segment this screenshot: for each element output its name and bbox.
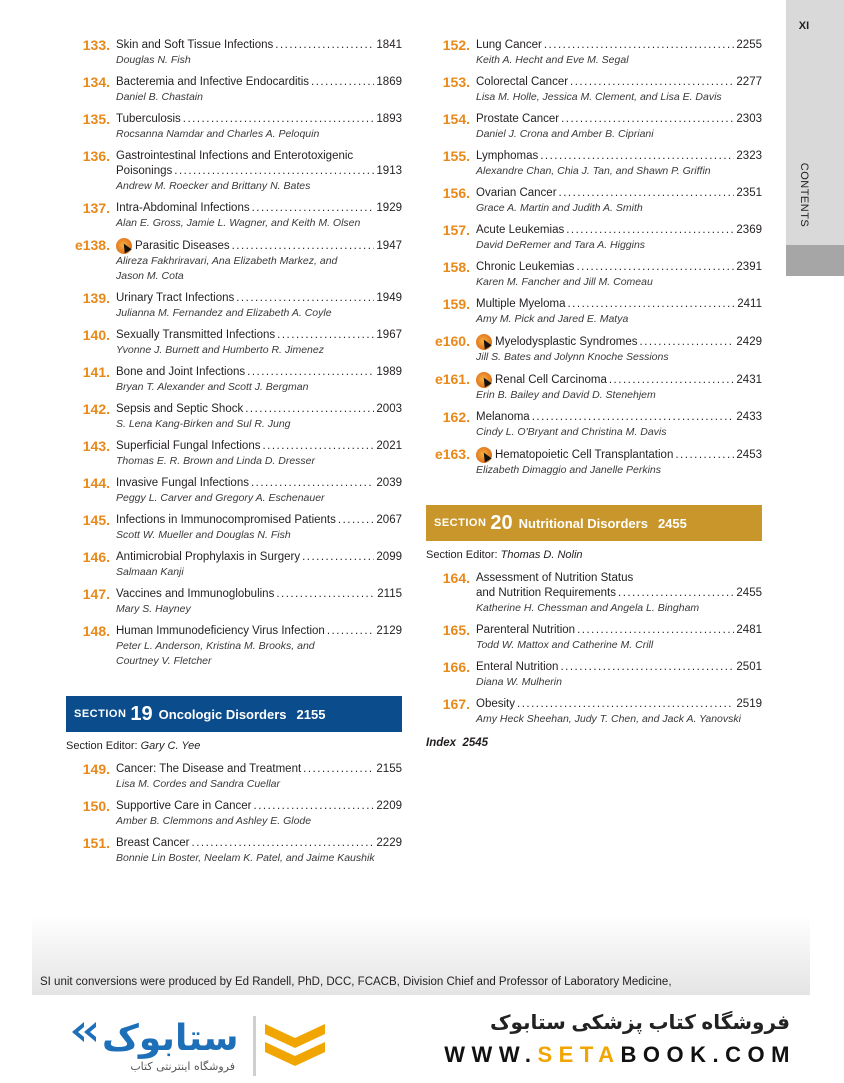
chapter-title: Melanoma (476, 411, 530, 423)
dot-leader (247, 365, 374, 380)
chapter-page: 1949 (376, 292, 402, 304)
chapter-page: 2021 (376, 440, 402, 452)
toc-entry[interactable] (426, 260, 762, 290)
chapter-page: 2455 (736, 587, 762, 599)
chapter-number: 155. (442, 148, 470, 164)
chapter-page: 2519 (736, 698, 762, 710)
section-page: 2155 (296, 706, 326, 722)
online-chapter-icon (476, 372, 492, 388)
dot-leader (252, 201, 375, 216)
setabook-logo (70, 1012, 240, 1074)
toc-entry[interactable] (66, 550, 402, 580)
chapter-page: 2391 (736, 261, 762, 273)
chapter-number: 133. (82, 37, 110, 53)
chapter-page: 2129 (376, 625, 402, 637)
dot-leader (338, 513, 375, 528)
dot-leader (275, 38, 374, 53)
chapter-page: 2411 (737, 298, 762, 310)
chapter-page: 2003 (376, 403, 402, 415)
chapter-number: 151. (82, 835, 110, 851)
toc-entry[interactable] (426, 447, 762, 478)
dot-leader (183, 112, 375, 127)
dot-leader (560, 660, 734, 675)
chapter-title: Parasitic Diseases (135, 240, 230, 252)
chapter-authors: Peggy L. Carver and Gregory A. Eschenauer (116, 492, 325, 504)
chapter-title: Cancer: The Disease and Treatment (116, 763, 302, 775)
dot-leader (540, 149, 734, 164)
chapter-page: 2067 (376, 514, 402, 526)
chapter-authors: Lisa M. Holle, Jessica M. Clement, and Lisa E. Davis (476, 91, 722, 103)
chapter-title: Sepsis and Septic Shock (116, 403, 244, 415)
toc-entry[interactable] (426, 623, 762, 653)
chapter-page: 2323 (736, 150, 762, 162)
chapter-authors: Alexandre Chan, Chia J. Tan, and Shawn P. Griffin (476, 165, 711, 177)
dot-leader (236, 291, 374, 306)
toc-entry[interactable] (66, 762, 402, 792)
chapter-number: 157. (442, 222, 470, 238)
chapter-title: and Nutrition Requirements (476, 587, 616, 599)
toc-entry[interactable] (426, 75, 762, 105)
toc-entry[interactable] (66, 476, 402, 506)
chapter-number: 135. (82, 111, 110, 127)
section-page: 2455 (657, 515, 687, 531)
online-chapter-icon (116, 238, 132, 254)
book-chevron-logo (253, 1016, 333, 1078)
dot-leader (609, 373, 735, 388)
svg-text:ستابوک: ستابوک (102, 1018, 239, 1059)
chapter-number: 165. (442, 622, 470, 638)
chapter-title: Bone and Joint Infections (116, 366, 246, 378)
chapter-number: 148. (82, 623, 110, 639)
chapter-title: Sexually Transmitted Infections (116, 329, 276, 341)
dot-leader (276, 587, 375, 602)
dot-leader (640, 335, 735, 350)
chapter-number: 140. (82, 327, 110, 343)
dot-leader (517, 697, 734, 712)
chapter-title: Parenteral Nutrition (476, 624, 576, 636)
svg-text:فروشگاه اینترنتی کتاب: فروشگاه اینترنتی کتاب (130, 1060, 235, 1073)
chapter-authors: Alireza Fakhriravari, Ana Elizabeth Markez, and (116, 255, 338, 267)
toc-entry[interactable] (426, 149, 762, 179)
toc-entry[interactable] (66, 439, 402, 469)
chapter-authors: Jill S. Bates and Jolynn Knoche Sessions (476, 351, 669, 363)
chapter-authors: Erin B. Bailey and David D. Stenehjem (476, 389, 656, 401)
chapter-page: 2209 (376, 800, 402, 812)
chapter-page: 2255 (736, 39, 762, 51)
chapter-authors: Mary S. Hayney (116, 603, 191, 615)
online-chapter-icon (476, 447, 492, 463)
chapter-authors: Rocsanna Namdar and Charles A. Peloquin (116, 128, 320, 140)
chapter-number: 146. (82, 549, 110, 565)
dot-leader (262, 439, 374, 454)
toc-entry[interactable] (426, 112, 762, 142)
dot-leader (532, 410, 735, 425)
chapter-title: Vaccines and Immunoglobulins (116, 588, 275, 600)
chapter-number: 158. (442, 259, 470, 275)
dot-leader (544, 38, 735, 53)
chapter-title: Hematopoietic Cell Transplantation (495, 449, 674, 461)
toc-entry[interactable] (426, 571, 762, 616)
toc-entry[interactable] (426, 372, 762, 403)
chapter-title: Lymphomas (476, 150, 539, 162)
chapter-title: Superficial Fungal Infections (116, 440, 261, 452)
chapter-page: 1947 (376, 240, 402, 252)
chapter-title: Intra-Abdominal Infections (116, 202, 250, 214)
toc-entry[interactable] (66, 587, 402, 617)
chapter-number: 137. (82, 200, 110, 216)
dot-leader (327, 624, 375, 639)
chapter-title: Ovarian Cancer (476, 187, 557, 199)
index-entry[interactable]: Index 2545 (426, 737, 489, 749)
chapter-authors: Cindy L. O'Bryant and Christina M. Davis (476, 426, 667, 438)
chapter-number: 141. (82, 364, 110, 380)
chapter-number: e160. (434, 333, 470, 349)
dot-leader (567, 297, 735, 312)
chapter-title-line: Assessment of Nutrition Status (476, 572, 634, 584)
chapter-page: 2501 (736, 661, 762, 673)
dot-leader (311, 75, 374, 90)
chapter-number: e163. (434, 446, 470, 462)
chapter-title: Acute Leukemias (476, 224, 565, 236)
chapter-page: 2229 (376, 837, 402, 849)
dot-leader (618, 586, 734, 601)
chapter-authors: Diana W. Mulherin (476, 676, 562, 688)
chapter-page: 1841 (376, 39, 402, 51)
chapter-page: 2115 (377, 588, 402, 600)
section-title: Oncologic Disorders (158, 706, 287, 722)
chapter-title: Chronic Leukemias (476, 261, 575, 273)
chapter-number: 144. (82, 475, 110, 491)
chapter-title: Skin and Soft Tissue Infections (116, 39, 274, 51)
section-word: SECTION (74, 708, 127, 720)
dot-leader (192, 836, 375, 851)
store-name: فروشگاه کتاب پزشکی ستابوک (489, 1012, 790, 1034)
toc-entry[interactable] (426, 186, 762, 216)
chapter-authors: Katherine H. Chessman and Angela L. Bingham (476, 602, 700, 614)
dot-leader (675, 448, 734, 463)
dot-leader (302, 550, 374, 565)
chapter-number: 145. (82, 512, 110, 528)
toc-entry[interactable] (66, 291, 402, 321)
chapter-number: e138. (74, 237, 110, 253)
toc-list-right (426, 38, 762, 478)
dot-leader (559, 186, 735, 201)
chapter-title: Supportive Care in Cancer (116, 800, 252, 812)
chapter-page: 1929 (376, 202, 402, 214)
si-conversion-note: SI unit conversions were produced by Ed Randell, PhD, DCC, FCACB, Division Chief and Professor of Laboratory Medicine, (40, 976, 672, 988)
chapter-title: Antimicrobial Prophylaxis in Surgery (116, 551, 301, 563)
chapter-authors: Bryan T. Alexander and Scott J. Bergman (116, 381, 309, 393)
toc-entry[interactable] (66, 112, 402, 142)
toc-entry[interactable] (66, 328, 402, 358)
dot-leader (254, 799, 375, 814)
chapter-title: Breast Cancer (116, 837, 190, 849)
chapter-authors: Thomas E. R. Brown and Linda D. Dresser (116, 455, 315, 467)
chapter-title: Myelodysplastic Syndromes (495, 336, 638, 348)
chapter-authors: Grace A. Martin and Judith A. Smith (476, 202, 643, 214)
chapter-number: 139. (82, 290, 110, 306)
dot-leader (232, 239, 375, 254)
chapter-authors: Amy M. Pick and Jared E. Matya (476, 313, 629, 325)
chapter-number: 166. (442, 659, 470, 675)
chapter-page: 2433 (736, 411, 762, 423)
chapter-page: 2155 (376, 763, 402, 775)
toc-entry[interactable] (66, 513, 402, 543)
chapter-title: Renal Cell Carcinoma (495, 374, 607, 386)
chapter-authors: Daniel B. Chastain (116, 91, 203, 103)
chapter-title: Urinary Tract Infections (116, 292, 235, 304)
chapter-page: 2303 (736, 113, 762, 125)
dot-leader (277, 328, 374, 343)
chapter-authors: Todd W. Mattox and Catherine M. Crill (476, 639, 654, 651)
toc-entry[interactable] (426, 660, 762, 690)
toc-entry[interactable] (66, 75, 402, 105)
chapter-number: 164. (442, 570, 470, 586)
chapter-page: 1893 (376, 113, 402, 125)
toc-entry[interactable] (66, 238, 402, 284)
chapter-title: Colorectal Cancer (476, 76, 569, 88)
chapter-authors: Scott W. Mueller and Douglas N. Fish (116, 529, 291, 541)
chapter-number: 136. (82, 148, 110, 164)
chapter-authors: Karen M. Fancher and Jill M. Comeau (476, 276, 653, 288)
dot-leader (570, 75, 734, 90)
toc-entry[interactable] (426, 334, 762, 365)
toc-list-left (66, 38, 402, 669)
section-20-editor: Section Editor: Thomas D. Nolin (426, 549, 583, 561)
chapter-title: Obesity (476, 698, 515, 710)
chapter-number: 162. (442, 409, 470, 425)
chapter-page: 2431 (736, 374, 762, 386)
chapter-number: 142. (82, 401, 110, 417)
section-title: Nutritional Disorders (518, 515, 648, 531)
toc-entry[interactable] (66, 201, 402, 231)
dot-leader (174, 164, 374, 179)
toc-entry[interactable] (426, 697, 762, 727)
chapter-page: 1869 (376, 76, 402, 88)
chapter-authors: S. Lena Kang-Birken and Sul R. Jung (116, 418, 291, 430)
toc-entry[interactable] (426, 297, 762, 327)
chapter-number: 147. (82, 586, 110, 602)
chapter-number: 149. (82, 761, 110, 777)
dot-leader (566, 223, 734, 238)
chapter-authors: David DeRemer and Tara A. Higgins (476, 239, 646, 251)
chapter-number: 143. (82, 438, 110, 454)
chapter-authors: Daniel J. Crona and Amber B. Cipriani (476, 128, 654, 140)
toc-entry[interactable] (66, 38, 402, 68)
chapter-title: Bacteremia and Infective Endocarditis (116, 76, 310, 88)
chapter-title: Tuberculosis (116, 113, 181, 125)
chapter-number: 159. (442, 296, 470, 312)
chapter-authors: Bonnie Lin Boster, Neelam K. Patel, and Jaime Kaushik (116, 852, 375, 864)
chapter-authors: Yvonne J. Burnett and Humberto R. Jimenez (116, 344, 324, 356)
chapter-authors: Alan E. Gross, Jamie L. Wagner, and Keith M. Olsen (116, 217, 361, 229)
chapter-number: 156. (442, 185, 470, 201)
toc-entry[interactable] (66, 836, 402, 866)
chapter-number: 152. (442, 37, 470, 53)
chapter-authors: Elizabeth Dimaggio and Janelle Perkins (476, 464, 662, 476)
chapter-number: e161. (434, 371, 470, 387)
chapter-page: 1967 (376, 329, 402, 341)
side-tab-marker (786, 245, 844, 276)
store-url-link[interactable]: WWW.SETABOOK.COM (444, 1042, 796, 1067)
toc-entry[interactable] (426, 410, 762, 440)
chapter-title: Poisonings (116, 165, 173, 177)
page-number: XI (798, 20, 810, 32)
chapter-number: 150. (82, 798, 110, 814)
chapter-page: 2099 (376, 551, 402, 563)
section-19-header (66, 696, 402, 732)
chapter-number: 134. (82, 74, 110, 90)
toc-entry[interactable] (66, 799, 402, 829)
chapter-page: 2039 (376, 477, 402, 489)
toc-entry[interactable] (66, 402, 402, 432)
dot-leader (251, 476, 374, 491)
chapter-page: 2351 (736, 187, 762, 199)
chapter-authors: Douglas N. Fish (116, 54, 191, 66)
chapter-authors: Peter L. Anderson, Kristina M. Brooks, and (116, 640, 315, 652)
contents-tab-label: CONTENTS (798, 162, 810, 228)
chapter-number: 154. (442, 111, 470, 127)
section-19-editor: Section Editor: Gary C. Yee (66, 740, 201, 752)
chapter-title: Enteral Nutrition (476, 661, 559, 673)
toc-entry[interactable] (426, 38, 762, 68)
toc-entry[interactable] (66, 365, 402, 395)
section-number: 19 (130, 702, 153, 725)
section-number: 20 (490, 511, 513, 534)
chapter-authors: Jason M. Cota (116, 270, 184, 282)
dot-leader (303, 762, 374, 777)
chapter-authors: Julianna M. Fernandez and Elizabeth A. Coyle (116, 307, 332, 319)
chapter-title: Lung Cancer (476, 39, 542, 51)
chapter-page: 2277 (736, 76, 762, 88)
chapter-authors: Amber B. Clemmons and Ashley E. Glode (116, 815, 312, 827)
chapter-page: 2481 (736, 624, 762, 636)
chapter-authors: Keith A. Hecht and Eve M. Segal (476, 54, 629, 66)
chapter-title-line: Gastrointestinal Infections and Enterotoxigenic (116, 150, 354, 162)
toc-entry[interactable] (426, 223, 762, 253)
chapter-number: 153. (442, 74, 470, 90)
chapter-title: Human Immunodeficiency Virus Infection (116, 625, 325, 637)
dot-leader (576, 260, 734, 275)
right-column (426, 38, 762, 749)
chapter-authors: Salmaan Kanji (116, 566, 184, 578)
chapter-page: 1989 (376, 366, 402, 378)
chapter-title: Invasive Fungal Infections (116, 477, 249, 489)
chapter-authors: Andrew M. Roecker and Brittany N. Bates (116, 180, 311, 192)
chapter-page: 2429 (736, 336, 762, 348)
chapter-page: 2453 (736, 449, 762, 461)
chapter-authors: Lisa M. Cordes and Sandra Cuellar (116, 778, 281, 790)
dot-leader (561, 112, 734, 127)
chapter-title: Multiple Myeloma (476, 298, 566, 310)
chapter-title: Infections in Immunocompromised Patients (116, 514, 336, 526)
chapter-authors: Courtney V. Fletcher (116, 655, 212, 667)
toc-entry[interactable] (66, 624, 402, 669)
section-20-header (426, 505, 762, 541)
toc-list-section-19 (66, 762, 402, 866)
chapter-authors: Amy Heck Sheehan, Judy T. Chen, and Jack A. Yanovski (476, 713, 741, 725)
chapter-page: 1913 (376, 165, 402, 177)
chapter-number: 167. (442, 696, 470, 712)
chapter-title: Prostate Cancer (476, 113, 560, 125)
dot-leader (245, 402, 374, 417)
toc-list-section-20 (426, 571, 762, 727)
left-column (66, 38, 402, 873)
dot-leader (577, 623, 734, 638)
chapter-page: 2369 (736, 224, 762, 236)
online-chapter-icon (476, 334, 492, 350)
section-word: SECTION (434, 517, 487, 529)
toc-entry[interactable] (66, 149, 402, 194)
